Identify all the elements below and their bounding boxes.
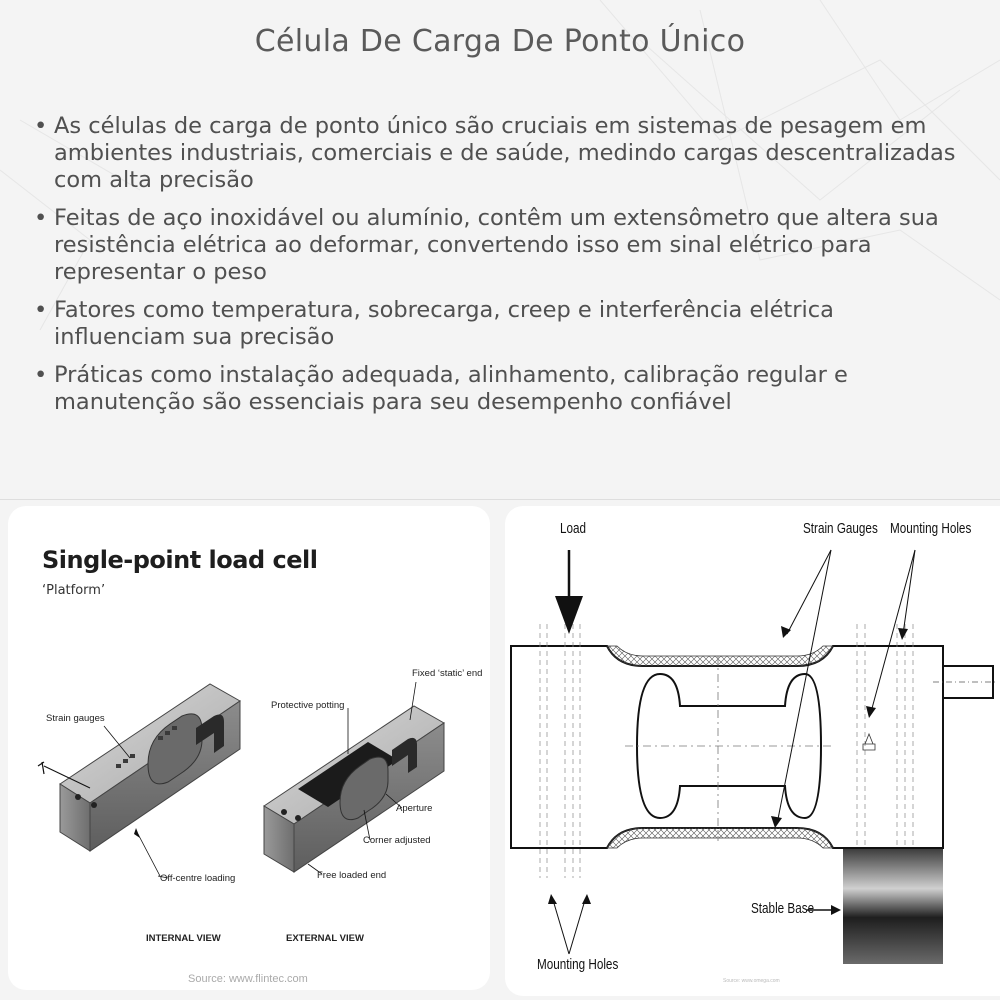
label-fixed-static-end: Fixed ‘static’ end bbox=[412, 668, 483, 679]
bullet-text: Práticas como instalação adequada, alinhamento, calibração regular e manutenção são essenciais para seu desempenho confiável bbox=[54, 362, 848, 415]
label-external-view: EXTERNAL VIEW bbox=[286, 933, 364, 944]
figure-title: Single-point load cell bbox=[42, 546, 318, 574]
label-stable-base: Stable Base bbox=[751, 900, 815, 917]
bullet-item bbox=[34, 113, 964, 194]
bullet-marker: • bbox=[34, 297, 48, 323]
stable-base bbox=[843, 848, 943, 964]
label-mounting-holes-bottom: Mounting Holes bbox=[537, 956, 619, 973]
load-cell-diagram bbox=[505, 506, 1000, 996]
label-mounting-holes-top: Mounting Holes bbox=[890, 520, 972, 537]
bullet-item bbox=[34, 205, 964, 286]
bullet-text: Fatores como temperatura, sobrecarga, creep e interferência elétrica influenciam sua precisão bbox=[54, 297, 834, 350]
section-divider bbox=[0, 499, 1000, 500]
page-title: Célula De Carga De Ponto Único bbox=[254, 24, 746, 59]
figure-subtitle: ‘Platform’ bbox=[42, 583, 106, 598]
right-figure-panel bbox=[505, 506, 1000, 996]
label-load: Load bbox=[560, 520, 587, 537]
bullet-marker: • bbox=[34, 205, 48, 231]
label-corner-adjusted: Corner adjusted bbox=[363, 835, 431, 846]
label-off-centre-loading: Off-centre loading bbox=[160, 873, 236, 884]
label-strain-gauges-right: Strain Gauges bbox=[803, 520, 878, 537]
bullet-text: Feitas de aço inoxidável ou alumínio, contêm um extensômetro que altera sua resistência elétrica ao deformar, convertendo isso em sinal elétrico para representar o peso bbox=[54, 205, 939, 285]
figure-source: Source: www.flintec.com bbox=[188, 973, 308, 985]
left-figure-panel bbox=[8, 506, 490, 990]
bullet-item bbox=[34, 362, 964, 416]
load-arrow bbox=[555, 596, 583, 634]
load-cell-illustration bbox=[8, 506, 490, 990]
label-protective-potting: Protective potting bbox=[271, 700, 345, 711]
figure-source-right: Source: www.omega.com bbox=[723, 978, 780, 984]
label-internal-view: INTERNAL VIEW bbox=[146, 933, 221, 944]
bullet-marker: • bbox=[34, 362, 48, 388]
label-aperture: Aperture bbox=[396, 803, 433, 814]
label-strain-gauges: Strain gauges bbox=[46, 713, 105, 724]
label-free-loaded-end: Free loaded end bbox=[317, 870, 387, 881]
bullet-item bbox=[34, 297, 964, 351]
bullet-text: As células de carga de ponto único são cruciais em sistemas de pesagem em ambientes industriais, comerciais e de saúde, medindo cargas descentralizadas com alta precisão bbox=[54, 113, 956, 193]
bullet-marker: • bbox=[34, 113, 48, 139]
bullet-list bbox=[34, 113, 964, 427]
